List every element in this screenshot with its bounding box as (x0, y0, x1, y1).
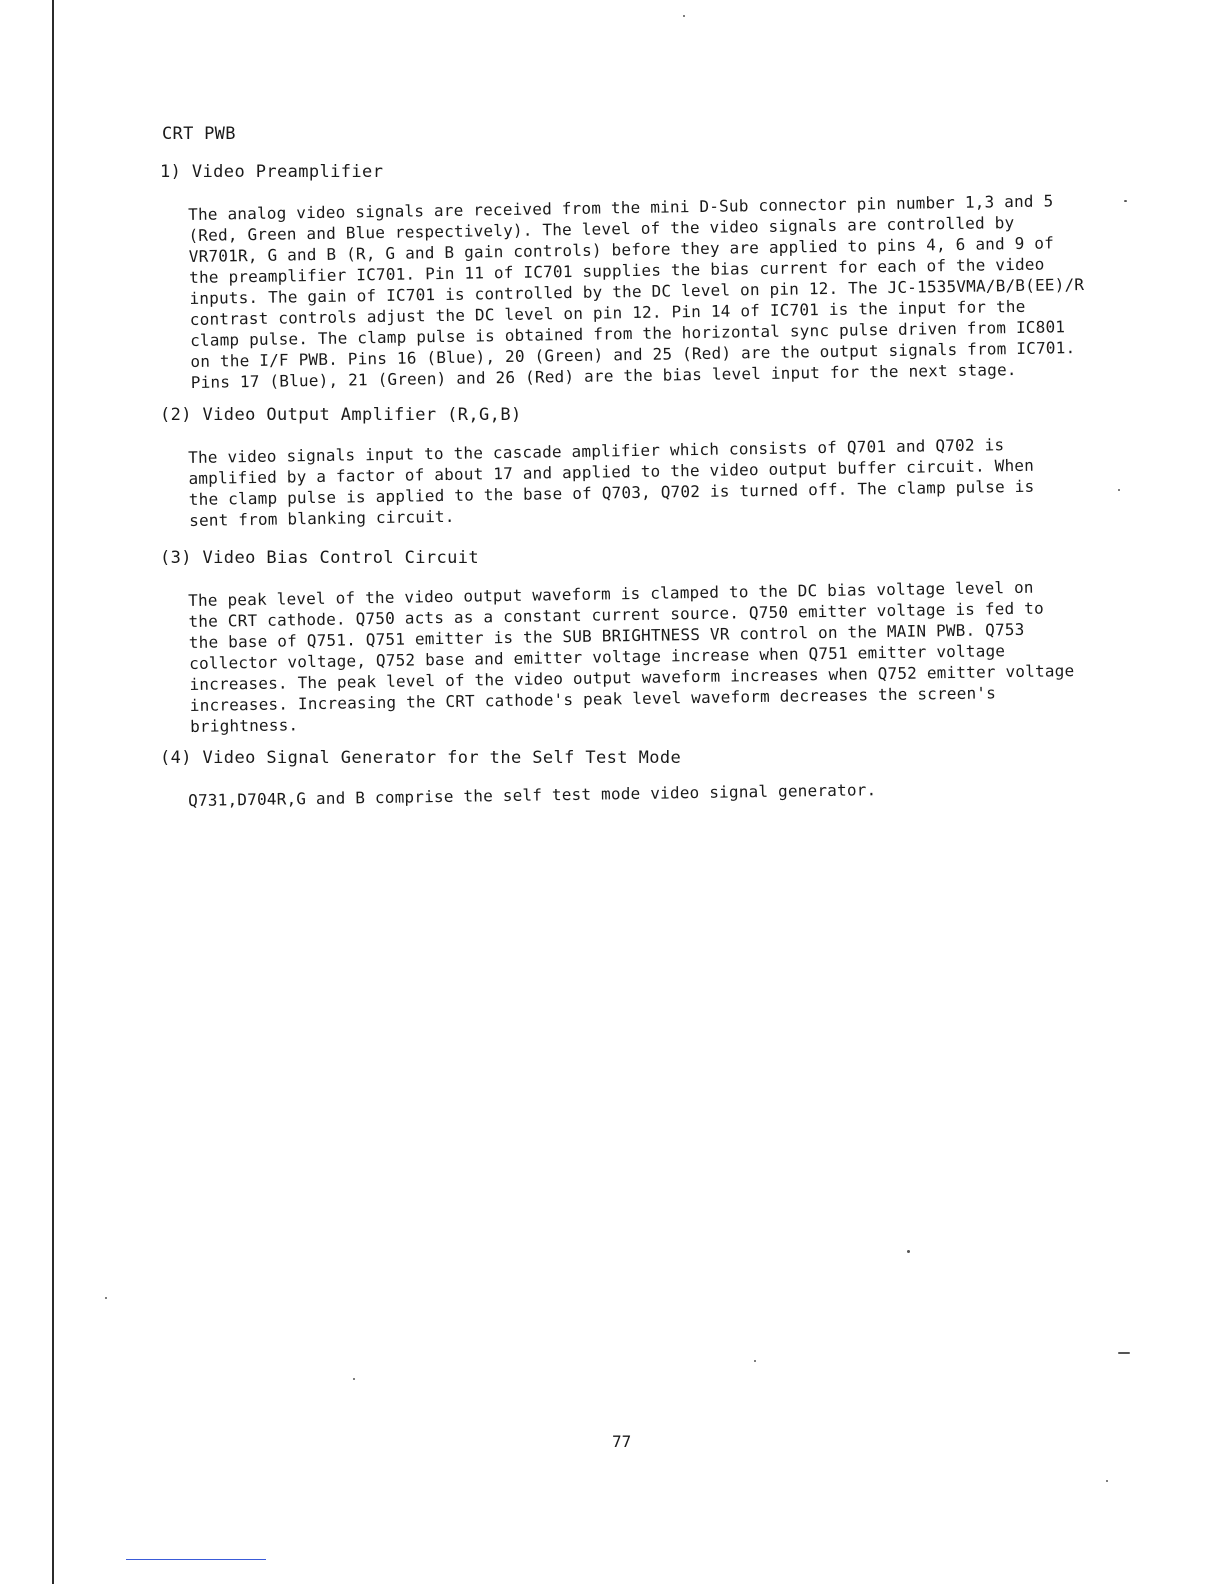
section-video-signal-generator (160, 748, 1090, 811)
section-heading: (3) Video Bias Control Circuit (160, 548, 480, 568)
scan-speck (754, 1360, 756, 1362)
section-body: The peak level of the video output waveform is clamped to the DC bias voltage level on the CRT cathode. Q750 acts as a constant current source. Q750 emitter voltage is fed to the base of Q751. Q751 emitter is the SUB BRIGHTNESS VR control on the MAIN PWB. Q753 collector voltage, Q752 base and emitter voltage increase when Q751 emitter voltage increases. The peak level of the video output waveform increases when Q752 emitter voltage increases. Increasing the CRT cathode's peak level waveform decreases the screen's brightness. (188, 577, 1075, 736)
section-video-output-amplifier (160, 405, 1090, 531)
section-video-bias-control (160, 548, 1090, 737)
section-body: The analog video signals are received from the mini D-Sub connector pin number 1,3 and 5 (Red, Green and Blue respectively). The level of the video signals are controlled by VR701R, G and B (R, G and B gain controls) before they are applied to pins 4, 6 and 9 of the preamplifier IC701. Pin 11 of IC701 supplies the bias current for each of the video inputs. The gain of IC701 is controlled by the DC level on pin 12. The JC-1535VMA/B/B(EE)/R contrast controls adjust the DC level on pin 12. Pin 14 of IC701 is the input for the clamp pulse. The clamp pulse is obtained from the horizontal sync pulse driven from IC801 on the I/F PWB. Pins 16 (Blue), 20 (Green) and 25 (Red) are the output signals from IC701. Pins 17 (Blue), 21 (Green) and 26 (Red) are the bias level input for the next stage. (188, 191, 1085, 392)
section-heading: (4) Video Signal Generator for the Self Test Mode (160, 748, 682, 768)
section-video-preamplifier (160, 162, 1090, 393)
scan-speck (1124, 200, 1127, 202)
scan-speck (1118, 1352, 1130, 1354)
scan-speck (907, 1250, 910, 1253)
section-heading: (2) Video Output Amplifier (R,G,B) (160, 405, 522, 425)
scan-speck (1118, 489, 1120, 491)
scan-speck (353, 1378, 355, 1380)
section-heading: 1) Video Preamplifier (160, 162, 384, 182)
binding-edge-line (52, 0, 54, 1584)
section-body: Q731,D704R,G and B comprise the self test mode video signal generator. (188, 780, 877, 810)
scan-speck (683, 15, 685, 17)
scan-speck (1106, 1480, 1108, 1482)
footnote-rule (126, 1559, 266, 1560)
document-title: CRT PWB (162, 124, 236, 144)
section-body: The video signals input to the cascade amplifier which consists of Q701 and Q702 is amplified by a factor of about 17 and applied to the video output buffer circuit. When the clamp pulse is applied to the base of Q703, Q702 is turned off. The clamp pulse is sent from blanking circuit. (188, 435, 1035, 530)
page-number: 77 (612, 1432, 632, 1451)
scan-speck (105, 1297, 107, 1299)
